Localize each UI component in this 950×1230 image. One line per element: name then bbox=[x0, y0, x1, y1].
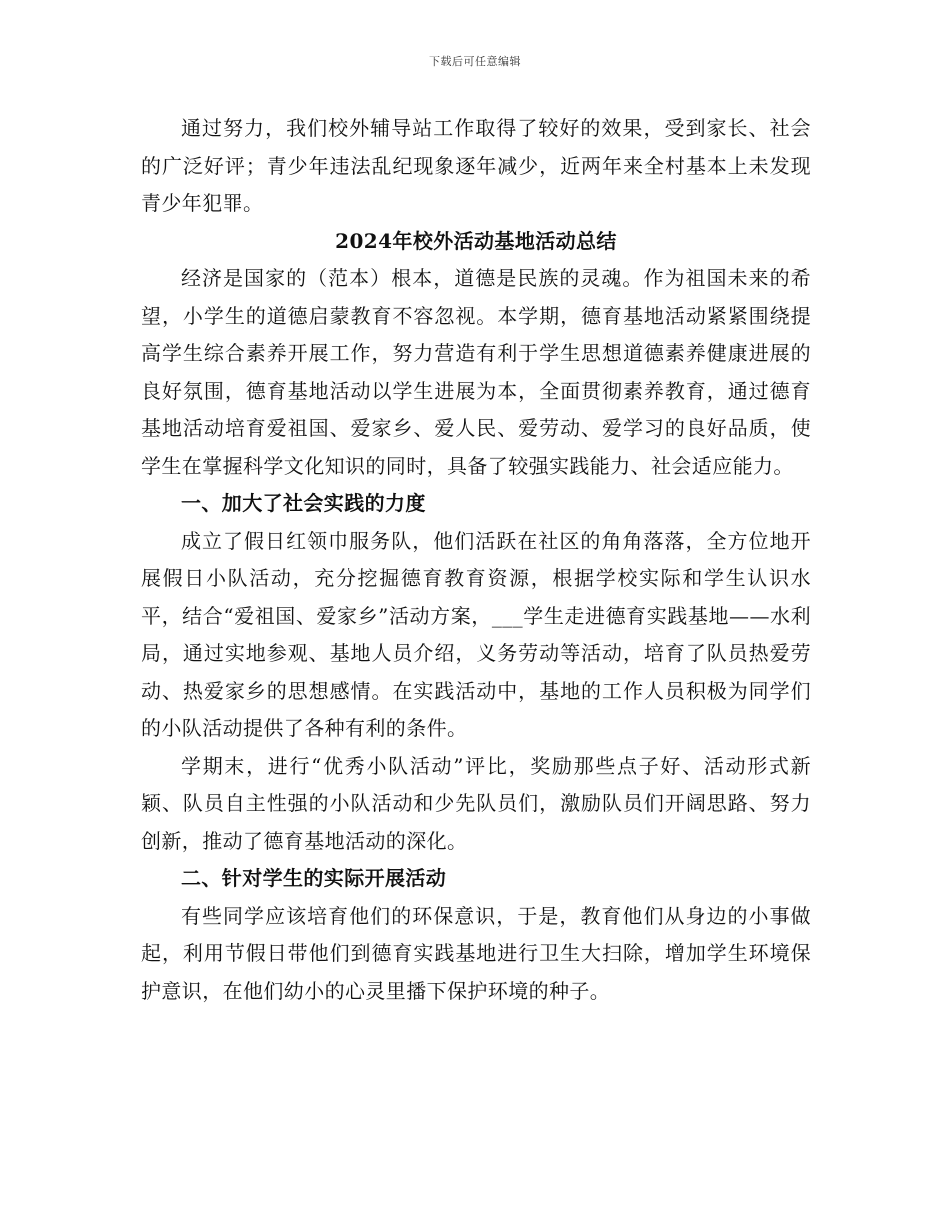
intro-paragraph: 通过努力，我们校外辅导站工作取得了较好的效果，受到家长、社会的广泛好评；青少年违法乱纪现象逐年减少，近两年来全村基本上未发现青少年犯罪。 bbox=[141, 116, 811, 215]
section-1-paragraph-2: 学期末，进行“优秀小队活动”评比，奖励那些点子好、活动形式新颖、队员自主性强的小队活动和少先队员们，激励队员们开阔思路、努力创新，推动了德育基地活动的深化。 bbox=[141, 753, 811, 853]
section-1-paragraph-1: 成立了假日红领巾服务队，他们活跃在社区的角角落落，全方位地开展假日小队活动，充分挖掘德育教育资源，根据学校实际和学生认识水平，结合“爱祖国、爱家乡”活动方案，___学生走进德育实践基地——水利局，通过实地参观、基地人员介绍，义务劳动等活动，培育了队员热爱劳动、热爱家乡的思想感情。在实践活动中，基地的工作人员积极为同学们的小队活动提供了各种有利的条件。 bbox=[141, 528, 811, 740]
section-heading-2: 二、针对学生的实际开展活动 bbox=[181, 866, 447, 890]
section-heading-1: 一、加大了社会实践的力度 bbox=[181, 491, 426, 515]
opening-paragraph: 经济是国家的（范本）根本，道德是民族的灵魂。作为祖国未来的希望，小学生的道德启蒙教育不容忽视。本学期，德育基地活动紧紧围绕提高学生综合素养开展工作，努力营造有利于学生思想道德素养健康进展的良好氛围，德育基地活动以学生进展为本，全面贯彻素养教育，通过德育基地活动培育爱祖国、爱家乡、爱人民、爱劳动、爱学习的良好品质，使学生在掌握科学文化知识的同时，具备了较强实践能力、社会适应能力。 bbox=[141, 266, 811, 478]
document-body bbox=[141, 110, 811, 1010]
document-title: 2024年校外活动基地活动总结 bbox=[335, 228, 617, 253]
header-note: 下载后可任意编辑 bbox=[429, 55, 521, 68]
section-2-paragraph-1: 有些同学应该培育他们的环保意识，于是，教育他们从身边的小事做起，利用节假日带他们到德育实践基地进行卫生大扫除，增加学生环境保护意识，在他们幼小的心灵里播下保护环境的种子。 bbox=[141, 903, 811, 1003]
